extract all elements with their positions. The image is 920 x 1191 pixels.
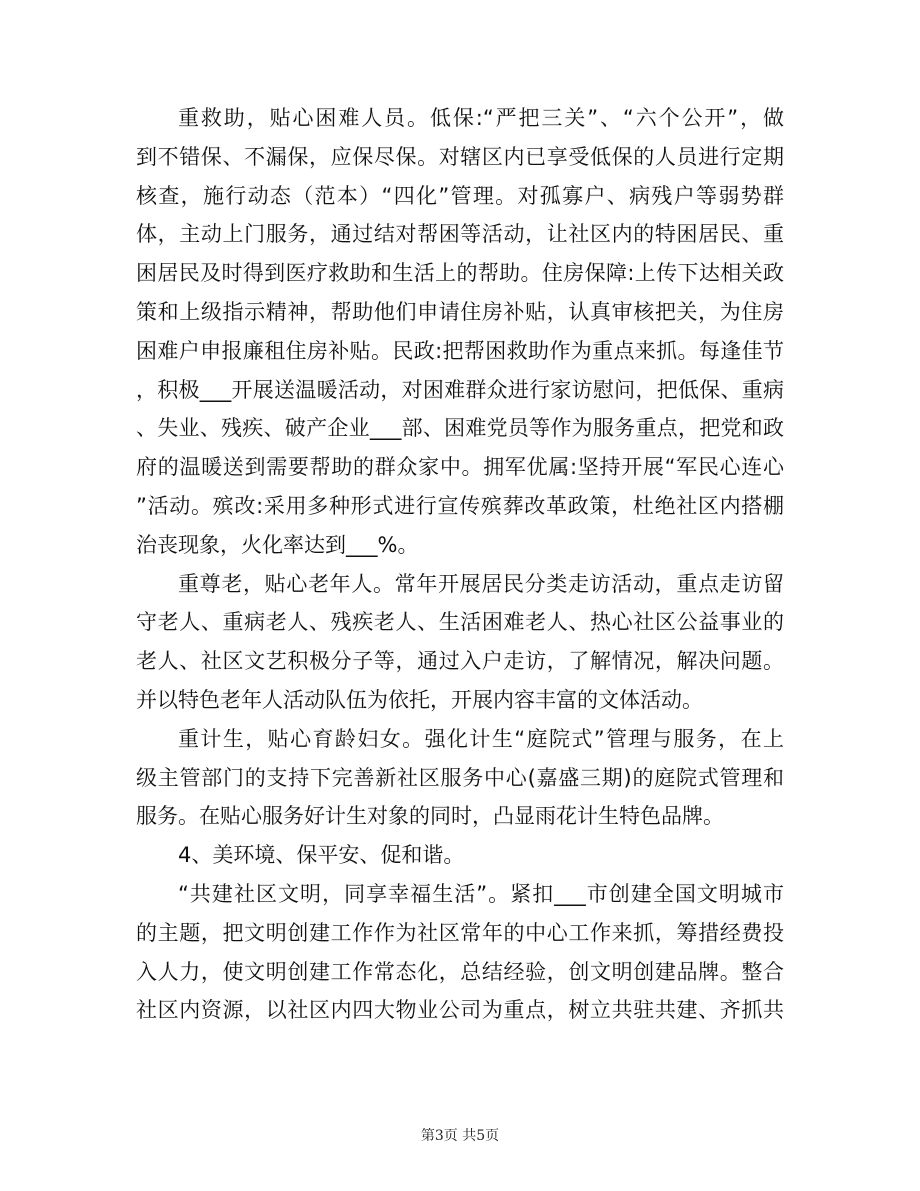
paragraph-civilization xyxy=(136,875,784,1030)
text-line: 服务。在贴心服务好计生对象的同时，凸显雨花计生特色品牌。 xyxy=(136,804,724,829)
text-line: 困居民及时得到医疗救助和生活上的帮助。住房保障:上传下达相关政 xyxy=(136,261,784,286)
text-line: 社区内资源，以社区内四大物业公司为重点，树立共驻共建、齐抓共 xyxy=(136,998,784,1023)
text-line: 4、美环境、保平安、促和谐。 xyxy=(178,843,465,868)
text-line: 到不错保、不漏保，应保尽保。对辖区内已享受低保的人员进行定期 xyxy=(136,144,784,169)
text-line: “共建社区文明，同享幸福生活”。紧扣___市创建全国文明城市 xyxy=(178,881,784,906)
text-line: 府的温暖送到需要帮助的群众家中。拥军优属:坚持开展“军民心连心 xyxy=(136,455,784,480)
text-line: 入人力，使文明创建工作常态化，总结经验，创文明创建品牌。整合 xyxy=(136,959,784,984)
text-line: 核查，施行动态（范本）“四化”管理。对孤寡户、病残户等弱势群 xyxy=(136,183,784,208)
text-line: 治丧现象，火化率达到___%。 xyxy=(136,532,419,557)
page-footer: 第3页 共5页 xyxy=(420,1128,500,1144)
paragraph-family-planning xyxy=(136,720,784,836)
section-heading xyxy=(136,836,784,875)
document-body xyxy=(136,99,784,1030)
paragraph-elderly xyxy=(136,565,784,720)
text-line: 的主题，把文明创建工作作为社区常年的中心工作来抓，筹措经费投 xyxy=(136,920,784,945)
text-line: ，积极___开展送温暖活动，对困难群众进行家访慰问，把低保、重病 xyxy=(136,377,784,402)
text-line: 重救助，贴心困难人员。低保:“严把三关”、“六个公开”，做 xyxy=(178,106,784,130)
text-line: 老人、社区文艺积极分子等，通过入户走访，了解情况，解决问题。 xyxy=(136,649,784,674)
text-line: 并以特色老年人活动队伍为依托，开展内容丰富的文体活动。 xyxy=(136,687,703,712)
paragraph-assistance xyxy=(136,99,784,565)
text-line: 策和上级指示精神，帮助他们申请住房补贴，认真审核把关，为住房 xyxy=(136,299,784,324)
text-line: ”活动。殡改:采用多种形式进行宣传殡葬改革政策，杜绝社区内搭棚 xyxy=(136,493,784,518)
text-line: 、失业、残疾、破产企业___部、困难党员等作为服务重点，把党和政 xyxy=(136,416,784,441)
text-line: 级主管部门的支持下完善新社区服务中心(嘉盛三期)的庭院式管理和 xyxy=(136,765,784,790)
text-line: 体，主动上门服务，通过结对帮困等活动，让社区内的特困居民、重 xyxy=(136,222,784,247)
text-line: 重计生，贴心育龄妇女。强化计生“庭院式”管理与服务，在上 xyxy=(178,726,784,751)
text-line: 重尊老，贴心老年人。常年开展居民分类走访活动，重点走访留 xyxy=(178,571,784,596)
text-line: 守老人、重病老人、残疾老人、生活困难老人、热心社区公益事业的 xyxy=(136,610,784,635)
text-line: 困难户申报廉租住房补贴。民政:把帮困救助作为重点来抓。每逢佳节 xyxy=(136,338,784,363)
